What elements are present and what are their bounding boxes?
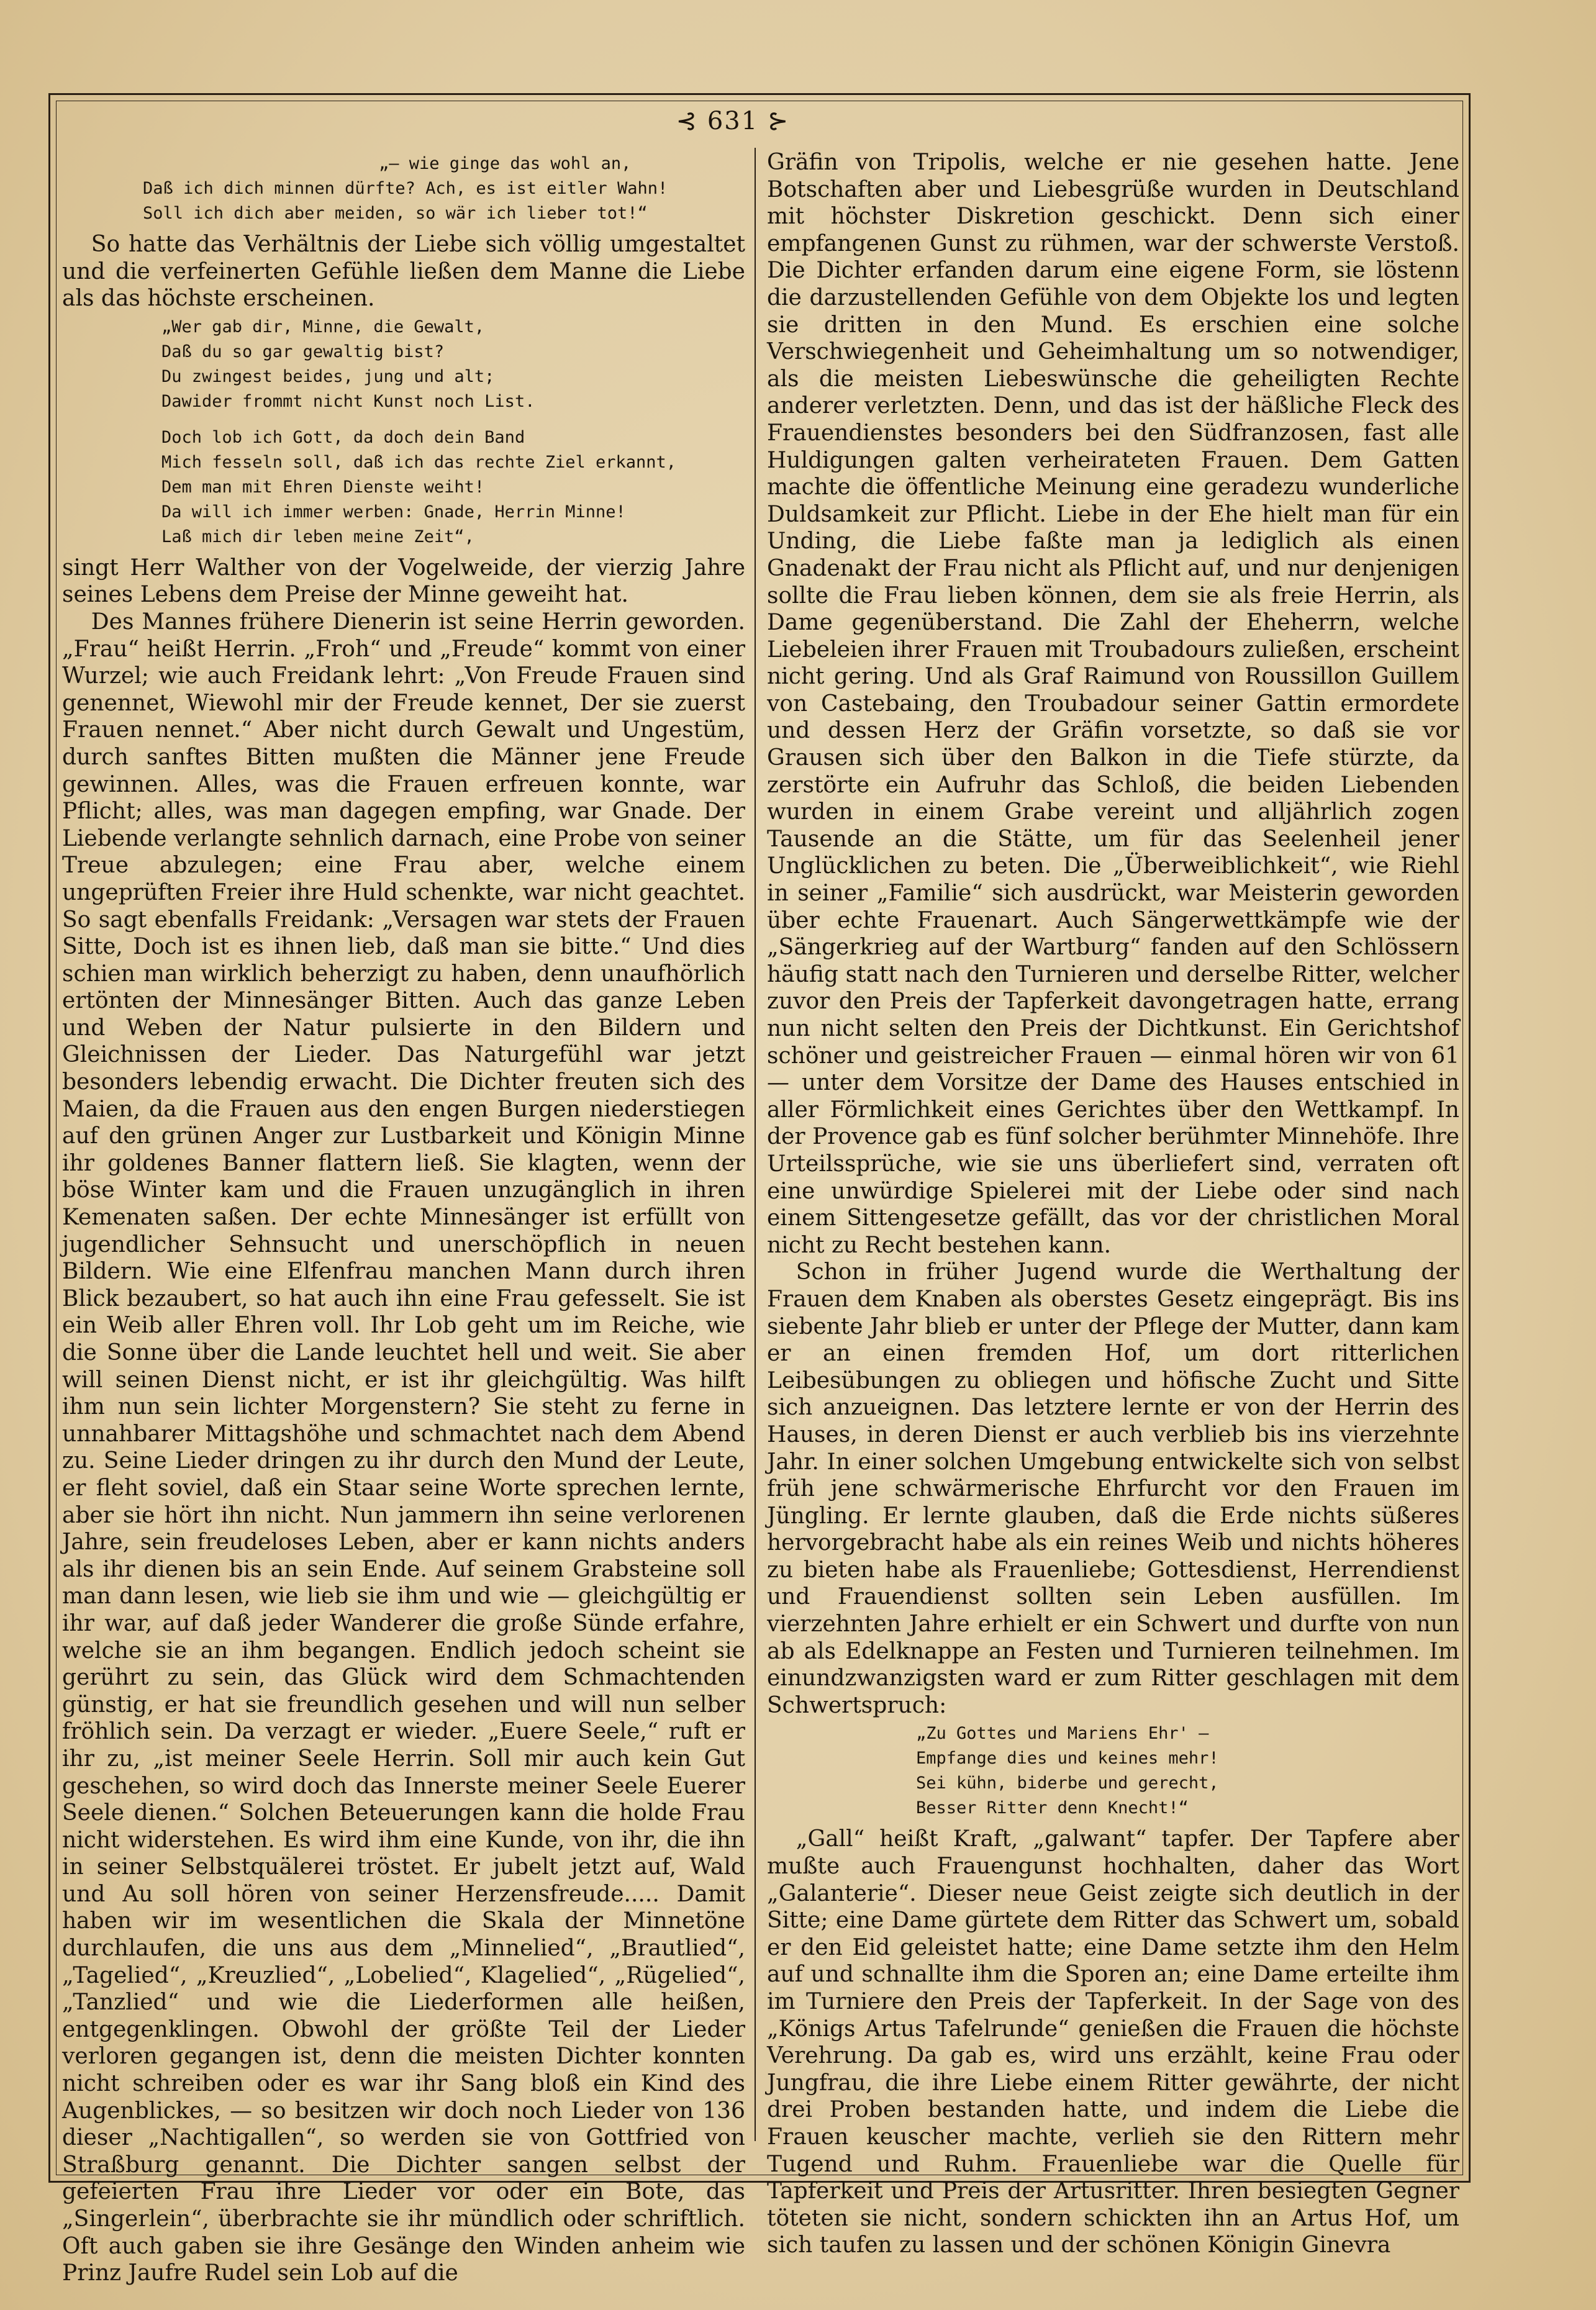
verse-line: Sei kühn, biderbe und gerecht, xyxy=(916,1773,1219,1793)
stanza-gap xyxy=(62,414,745,425)
left-column xyxy=(62,149,745,2286)
ornament-left: ⊰ xyxy=(676,107,699,135)
verse-line: Daß ich dich minnen dürfte? Ach, es ist eitler Wahn! xyxy=(143,179,668,198)
verse-line: Empfange dies und keines mehr! xyxy=(916,1749,1219,1769)
paragraph: „Gall“ heißt Kraft, „galwant“ tapfer. Der Tapfere aber mußte auch Frauengunst hochhalten, daher das Wort „Galanterie“. Dieser neue Geist zeigte sich deutlich in der Sitte; eine Dame gürtete dem Ritter das Schwert um, sobald er den Eid geleistet hatte; eine Dame setzte ihm den Helm auf und schnallte ihm die Sporen an; eine Dame erteilte ihm im Turniere den Preis der Tapferkeit. In der Sage von des „Königs Artus Tafelrunde“ genießen die Frauen die höchste Verehrung. Da gab es, wird uns erzählt, keine Frau oder Jungfrau, die ihre Liebe einem Ritter gewährte, der nicht drei Proben bestanden hatte, und indem die Liebe die Frauen keuscher machte, verlieh sie den Rittern mehr Tugend und Ruhm. Frauenliebe war die Quelle für Tapferkeit und Preis der Artusritter. Ihren besiegten Gegner töteten sie nicht, sondern schickten ihn an Artus Hof, um sich taufen zu lassen und der schönen Königin Ginevra xyxy=(767,1826,1459,2258)
verse-ritter xyxy=(767,1721,1459,1821)
right-column xyxy=(767,149,1459,2258)
verse-line: Soll ich dich aber meiden, so wär ich lieber tot!“ xyxy=(143,204,648,223)
verse-top xyxy=(62,152,745,226)
verse-line: „Zu Gottes und Mariens Ehr' — xyxy=(916,1724,1209,1744)
verse-line: Da will ich immer werben: Gnade, Herrin Minne! xyxy=(161,502,626,522)
verse-line: Laß mich dir leben meine Zeit“, xyxy=(161,527,474,546)
paragraph: So hatte das Verhältnis der Liebe sich völlig umgestaltet und die verfeinerten Gefühle ließen dem Manne die Liebe als das höchste erscheinen. xyxy=(62,232,745,312)
paragraph: Gräfin von Tripolis, welche er nie gesehen hatte. Jene Botschaften aber und Liebesgrüße wurden in Deutschland mit höchster Diskretion geschickt. Denn sich einer empfangenen Gunst zu rühmen, war der schwerste Verstoß. Die Dichter erfanden darum eine eigene Form, sie löstenn die darzustellenden Gefühle von dem Objekte los und legten sie dritten in den Mund. Es erschien eine solche Verschwiegenheit und Geheimhaltung um so notwendiger, als die meisten Liebeswünsche die geheiligten Rechte anderer verletzten. Denn, und das ist der häßliche Fleck des Frauendienstes besonders bei den Südfranzosen, fast alle Huldigungen galten verheirateten Frauen. Dem Gatten machte die öffentliche Meinung eine geradezu wunderliche Duldsamkeit zur Pflicht. Liebe in der Ehe hielt man für ein Unding, die Liebe faßte man ja lediglich als einen Gnadenakt der Frau nicht als Pflicht auf, und nur denjenigen sollte die Frau lieben können, dem sie als freie Herrin, als Dame gegenüberstand. Die Zahl der Eheherrn, welche Liebeleien ihrer Frauen mit Troubadours zuließen, erscheint nicht gering. Und als Graf Raimund von Roussillon Guillem von Castebaing, den Troubadour seiner Gattin ermordete und dessen Herz der Gräfin vorsetzte, so daß sie vor Grausen sich über den Balkon in die Tiefe stürzte, da zerstörte ein Aufruhr das Schloß, die beiden Liebenden wurden in einem Grabe vereint und alljährlich zogen Tausende an die Stätte, um für das Seelenheil jener Unglücklichen zu beten. Die „Überweiblichkeit“, wie Riehl in seiner „Familie“ sich ausdrückt, war Meisterin geworden über echte Frauenart. Auch Sängerwettkämpfe wie der „Sängerkrieg auf der Wartburg“ fanden auf den Schlössern häufig statt nach den Turnieren und derselbe Ritter, welcher zuvor den Preis der Tapferkeit davongetragen hatte, errang nun nicht selten den Preis der Dichtkunst. Ein Gerichtshof schöner und geistreicher Frauen — einmal hören wir von 61 — unter dem Vorsitze der Dame des Hauses entschied in aller Förmlichkeit eines Gerichtes über den Wettkampf. In der Provence gab es fünf solcher berühmter Minnehöfe. Ihre Urteilssprüche, wie sie uns überliefert sind, verraten oft eine unwürdige Spielerei mit der Liebe oder sind nach einem Sittengesetze gefällt, das vor der christlichen Moral nicht zu Recht bestehen kann. xyxy=(767,150,1459,1258)
column-divider xyxy=(755,148,756,2141)
verse-line: Daß du so gar gewaltig bist? xyxy=(161,342,445,361)
page-number-header xyxy=(674,102,792,140)
verse-line: „Wer gab dir, Minne, die Gewalt, xyxy=(161,317,485,337)
verse-line: Dem man mit Ehren Dienste weiht! xyxy=(161,477,485,497)
paragraph: Schon in früher Jugend wurde die Werthaltung der Frauen dem Knaben als oberstes Gesetz eingeprägt. Bis ins siebente Jahr blieb er unter der Pflege der Mutter, dann kam er an einen fremden Hof, um dort ritterlichen Leibesübungen zu obliegen und höfische Zucht und Sitte sich anzueignen. Das letztere lernte er von der Herrin des Hauses, in deren Dienst er auch verblieb bis ins vierzehnte Jahr. In einer solchen Umgebung entwickelte sich von selbst früh jene schwärmerische Ehrfurcht vor den Frauen im Jüngling. Er lernte glauben, daß die Erde nichts süßeres hervorgebracht habe als ein reines Weib und nichts höheres zu bieten habe als Frauenliebe; Gottesdienst, Herrendienst und Frauendienst sollten sein Leben ausfüllen. Im vierzehnten Jahre erhielt er ein Schwert und durfte von nun ab als Edelknappe an Festen und Turnieren teilnehmen. Im einundzwanzigsten ward er zum Ritter geschlagen mit dem Schwertspruch: xyxy=(767,1259,1459,1718)
verse-line: „— wie ginge das wohl an, xyxy=(379,154,632,173)
verse-line: Mich fesseln soll, daß ich das rechte Ziel erkannt, xyxy=(161,452,677,472)
paragraph: Des Mannes frühere Dienerin ist seine Herrin geworden. „Frau“ heißt Herrin. „Froh“ und „Freude“ kommt von einer Wurzel; wie auch Freidank lehrt: „Von Freude Frauen sind genennet, Wiewohl mir der Freude kennet, Der sie zuerst Frauen nennet.“ Aber nicht durch Gewalt und Ungestüm, durch sanftes Bitten mußten die Männer jene Freude gewinnen. Alles, was die Frauen erfreuen konnte, war Pflicht; alles, was man dagegen empfing, war Gnade. Der Liebende verlangte sehnlich darnach, eine Probe von seiner Treue abzulegen; eine Frau aber, welche einem ungeprüften Freier ihre Huld schenkte, war nicht geachtet. So sagt ebenfalls Freidank: „Versagen war stets der Frauen Sitte, Doch ist es ihnen lieb, daß man sie bitte.“ Und dies schien man wirklich beherzigt zu haben, denn unaufhörlich ertönten der Minnesänger Bitten. Auch das ganze Leben und Weben der Natur pulsierte in den Bildern und Gleichnissen der Lieder. Das Naturgefühl war jetzt besonders lebendig erwacht. Die Dichter freuten sich des Maien, da die Frauen aus den engen Burgen niederstiegen auf den grünen Anger zur Lustbarkeit und Königin Minne ihr goldenes Banner flattern ließ. Sie klagten, wenn der böse Winter kam und die Frauen unzugänglich in ihren Kemenaten saßen. Der echte Minnesänger ist erfüllt von jugendlicher Sehnsucht und unerschöpflich in neuen Bildern. Wie eine Elfenfrau manchen Mann durch ihren Blick bezaubert, so hat auch ihn eine Frau gefesselt. Sie ist ein Weib aller Ehren voll. Ihr Lob geht um im Reiche, wie die Sonne über die Lande leuchtet hell und weit. Sie aber will seinen Dienst nicht, er ist ihr gleichgültig. Was hilft ihm nun sein lichter Morgenstern? Sie steht zu ferne in unnahbarer Mittagshöhe und schmachtet nach dem Abend zu. Seine Lieder dringen zu ihr durch den Mund der Leute, er fleht soviel, daß ein Staar seine Worte sprechen lernte, aber sie hört ihn nicht. Nun jammern ihn seine verlorenen Jahre, sein freudeloses Leben, aber er kann nichts anders als ihr dienen bis an sein Ende. Auf seinem Grabsteine soll man dann lesen, wie lieb sie ihm und wie — gleichgültig er ihr war, auf daß jeder Wanderer die große Sünde erfahre, welche sie an ihm begangen. Endlich jedoch scheint sie gerührt zu sein, das Glück wird dem Schmachtenden günstig, er hat sie freundlich gesehen und will nun selber fröhlich sein. Da verzagt er wieder. „Euere Seele,“ ruft er ihr zu, „ist meiner Seele Herrin. Soll mir auch kein Gut geschehen, so wird doch das Innerste meiner Seele Euerer Seele dienen.“ Solchen Beteuerungen kann die holde Frau nicht widerstehen. Es wird ihm eine Kunde, von ihr, die ihn in seiner Selbstquälerei tröstet. Er jubelt jetzt auf, Wald und Au soll hören von seiner Herzensfreude..... Damit haben wir im wesentlichen die Skala der Minnetöne durchlaufen, die uns aus dem „Minnelied“, „Brautlied“, „Tagelied“, „Kreuzlied“, „Lobelied“, Klagelied“, „Rügelied“, „Tanzlied“ und wie die Liederformen alle heißen, entgegenklingen. Obwohl der größte Teil der Lieder verloren gegangen ist, denn die meisten Dichter konnten nicht schreiben oder es war ihr Sang bloß ein Kind des Augenblickes, — so besitzen wir doch noch Lieder von 136 dieser „Nachtigallen“, so werden sie von Gottfried von Straßburg genannt. Die Dichter sangen selbst der gefeierten Frau ihre Lieder vor oder ein Bote, das „Singerlein“, überbrachte sie ihr mündlich oder schriftlich. Oft auch gaben sie ihre Gesänge den Winden anheim wie Prinz Jaufre Rudel sein Lob auf die xyxy=(62,609,745,2286)
verse-walther xyxy=(62,315,745,550)
paragraph: singt Herr Walther von der Vogelweide, der vierzig Jahre seines Lebens dem Preise der Minne geweiht hat. xyxy=(62,555,745,608)
ornament-right: ⊱ xyxy=(767,107,790,135)
page-number: 631 xyxy=(707,107,759,135)
verse-line: Besser Ritter denn Knecht!“ xyxy=(916,1798,1189,1818)
verse-line: Dawider frommt nicht Kunst noch List. xyxy=(161,391,535,411)
verse-line: Doch lob ich Gott, da doch dein Band xyxy=(161,427,525,447)
verse-line: Du zwingest beides, jung und alt; xyxy=(161,366,495,386)
